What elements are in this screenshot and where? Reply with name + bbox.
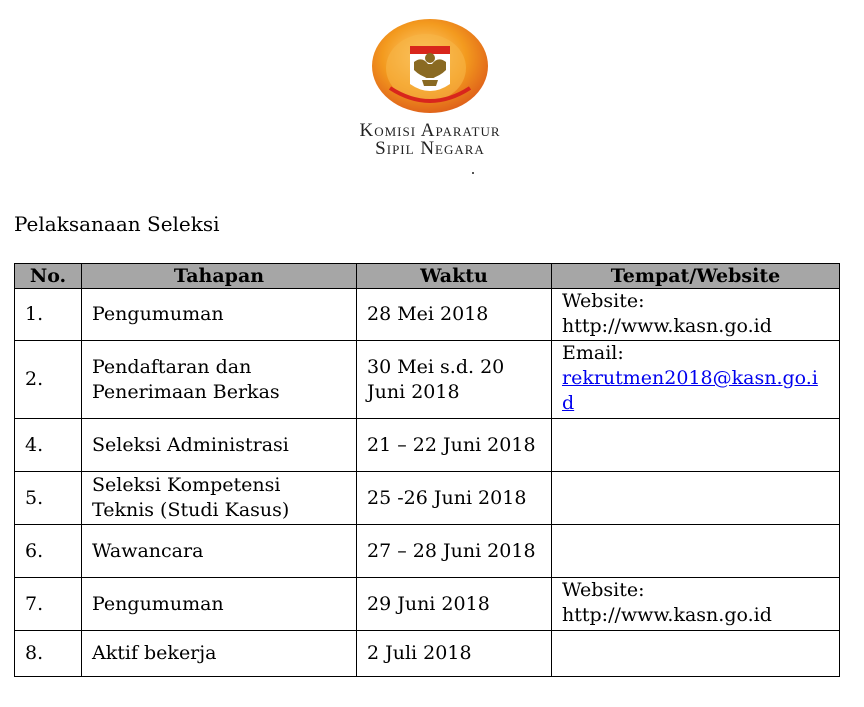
row-place: [552, 525, 840, 578]
table-row: [15, 631, 840, 677]
row-time: 29 Juni 2018: [357, 578, 552, 631]
row-number: 4.: [15, 419, 82, 472]
website-text: http://www.kasn.go.id: [562, 604, 772, 626]
row-stage: Wawancara: [82, 525, 357, 578]
place-label: Email:: [562, 342, 624, 364]
org-name-line2: Sipil Negara: [375, 138, 485, 159]
row-place: [552, 341, 840, 419]
kasn-logo-emblem: [370, 18, 490, 118]
table-row: [15, 525, 840, 578]
website-text: http://www.kasn.go.id: [562, 315, 772, 337]
table-body: [15, 289, 840, 677]
row-time: 25 -26 Juni 2018: [357, 472, 552, 525]
row-number: 6.: [15, 525, 82, 578]
table-row: [15, 578, 840, 631]
row-place: [552, 289, 840, 341]
column-header-place: Tempat/Website: [552, 264, 840, 289]
row-stage: Seleksi Administrasi: [82, 419, 357, 472]
row-stage: Aktif bekerja: [82, 631, 357, 677]
row-place: [552, 419, 840, 472]
row-number: 2.: [15, 341, 82, 419]
org-name: [320, 122, 540, 158]
table-row: [15, 472, 840, 525]
row-time: 27 – 28 Juni 2018: [357, 525, 552, 578]
place-label: Website:: [562, 579, 645, 601]
row-number: 8.: [15, 631, 82, 677]
row-stage: Pendaftaran dan Penerimaan Berkas: [82, 341, 357, 419]
row-place: [552, 578, 840, 631]
section-title: Pelaksanaan Seleksi: [14, 212, 220, 236]
row-stage: Pengumuman: [82, 578, 357, 631]
table-header-row: [15, 264, 840, 289]
column-header-stage: Tahapan: [82, 264, 357, 289]
stray-dot: [472, 172, 474, 174]
column-header-no: No.: [15, 264, 82, 289]
row-time: 28 Mei 2018: [357, 289, 552, 341]
row-number: 1.: [15, 289, 82, 341]
logo-block: [320, 18, 540, 168]
table-row: [15, 289, 840, 341]
schedule-table: [14, 263, 840, 677]
email-link[interactable]: rekrutmen2018@kasn.go.id: [562, 367, 818, 414]
row-time: 2 Juli 2018: [357, 631, 552, 677]
row-number: 5.: [15, 472, 82, 525]
table-row: [15, 341, 840, 419]
row-number: 7.: [15, 578, 82, 631]
place-label: Website:: [562, 290, 645, 312]
row-stage: Seleksi Kompetensi Teknis (Studi Kasus): [82, 472, 357, 525]
table-row: [15, 419, 840, 472]
org-name-line1: Komisi Aparatur: [359, 120, 501, 141]
row-place: [552, 631, 840, 677]
row-place: [552, 472, 840, 525]
row-time: 30 Mei s.d. 20 Juni 2018: [357, 341, 552, 419]
row-stage: Pengumuman: [82, 289, 357, 341]
row-time: 21 – 22 Juni 2018: [357, 419, 552, 472]
column-header-time: Waktu: [357, 264, 552, 289]
